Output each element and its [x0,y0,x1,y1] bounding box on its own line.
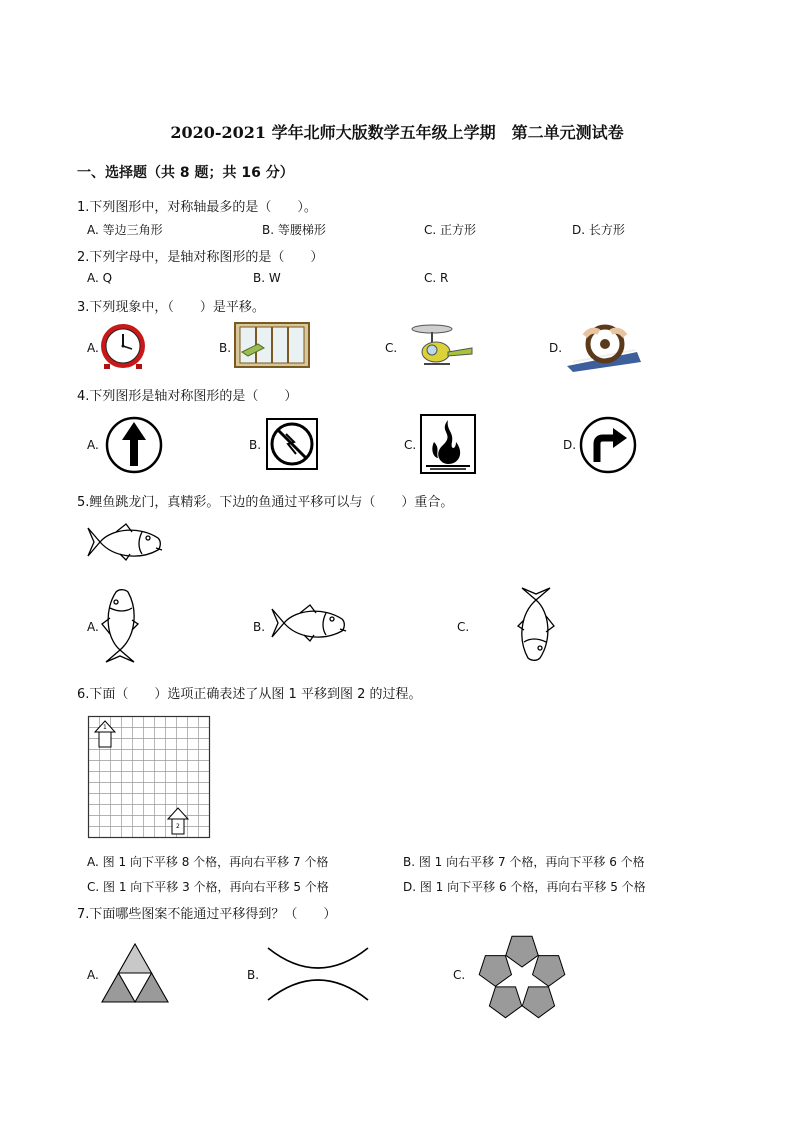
q7-label-c[interactable]: C. [453,968,466,982]
pentagon-tile [479,956,511,987]
sliding-window-image [234,322,310,372]
pentagon-tile [506,936,538,967]
section-heading: 一、选择题（共 8 题；共 16 分） [77,165,294,181]
q1-option-b[interactable]: B. 等腰梯形 [262,223,326,237]
curves-pattern-image [266,946,370,1006]
q3-label-d[interactable]: D. [549,341,563,355]
page-title: 2020-2021 学年北师大版数学五年级上学期 第二单元测试卷 [170,123,624,142]
question-2-stem: 2.下列字母中，是轴对称图形的是（ ） [77,250,324,265]
q3-label-c[interactable]: C. [385,341,398,355]
q5-label-c[interactable]: C. [457,620,470,634]
figure-2-house [168,808,188,834]
clock-image [98,322,148,374]
q2-option-b[interactable]: B. W [253,271,281,285]
figure-1-label: 1 [103,724,107,731]
q3-label-a[interactable]: A. [87,341,99,355]
q6-option-c[interactable]: C. 图 1 向下平移 3 个格，再向右平移 5 个格 [87,880,329,894]
fish-option-b-image [270,603,348,647]
question-3-stem: 3.下列现象中，（ ）是平移。 [77,300,265,315]
triangle-pattern-image [100,942,170,1008]
figure-2-label: 2 [176,823,180,830]
right-turn-sign [579,416,637,478]
fish-option-c-image [478,586,518,668]
question-4-stem: 4.下列图形是轴对称图形的是（ ） [77,389,298,404]
helicopter-image [410,322,476,374]
q2-option-c[interactable]: C. R [424,271,449,285]
q1-option-a[interactable]: A. 等边三角形 [87,223,163,237]
fire-sign [420,414,476,478]
q3-label-b[interactable]: B. [219,341,232,355]
q4-label-c[interactable]: C. [404,438,417,452]
q4-label-a[interactable]: A. [87,438,99,452]
q2-option-a[interactable]: A. Q [87,271,113,285]
no-phone-sign [266,418,318,474]
q7-label-b[interactable]: B. [247,968,260,982]
q7-label-a[interactable]: A. [87,968,99,982]
pentagon-tile [533,956,565,987]
q1-option-c[interactable]: C. 正方形 [424,223,477,237]
steering-wheel-image [565,322,643,376]
reference-fish-image [86,522,164,566]
pentagon-tile [522,987,554,1018]
fish-option-a-image [100,586,140,668]
q4-label-d[interactable]: D. [563,438,577,452]
q6-option-d[interactable]: D. 图 1 向下平移 6 个格，再向右平移 5 个格 [403,880,646,894]
question-5-stem: 5.鲤鱼跳龙门，真精彩。下边的鱼通过平移可以与（ ）重合。 [77,495,454,510]
pentagon-tile [489,987,521,1018]
q1-option-d[interactable]: D. 长方形 [572,223,625,237]
up-arrow-sign [105,416,163,478]
pentagon-ring-image [472,930,572,1026]
q5-label-a[interactable]: A. [87,620,99,634]
grid-figure [88,716,212,844]
q4-label-b[interactable]: B. [249,438,262,452]
q6-option-b[interactable]: B. 图 1 向右平移 7 个格，再向下平移 6 个格 [403,855,645,869]
q5-label-b[interactable]: B. [253,620,266,634]
question-6-stem: 6.下面（ ）选项正确表述了从图 1 平移到图 2 的过程。 [77,687,422,702]
q6-option-a[interactable]: A. 图 1 向下平移 8 个格，再向右平移 7 个格 [87,855,329,869]
question-1-stem: 1.下列图形中，对称轴最多的是（ ）。 [77,200,317,215]
question-7-stem: 7.下面哪些图案不能通过平移得到？（ ） [77,907,337,922]
figure-1-house [95,721,115,747]
